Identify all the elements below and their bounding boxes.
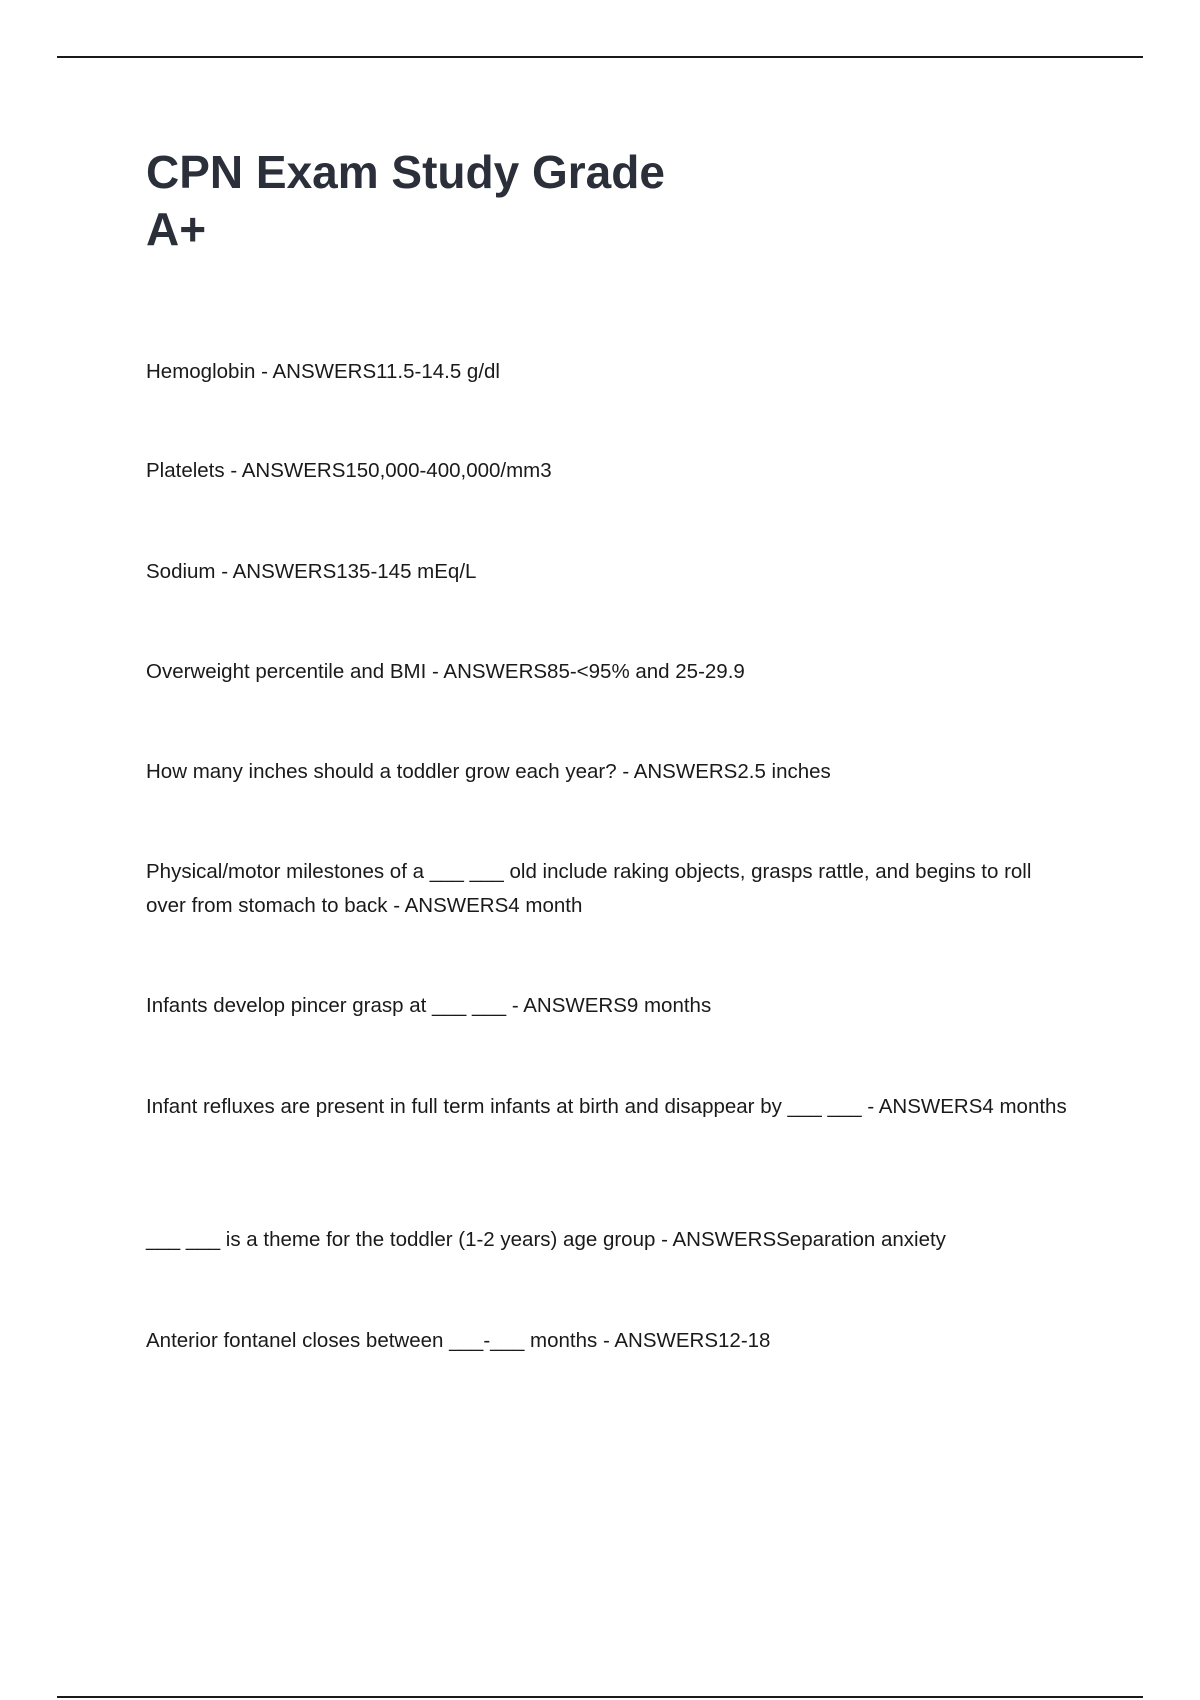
bottom-divider [57,1696,1143,1698]
qa-item-pincer-grasp: Infants develop pincer grasp at ___ ___ - ANSWERS9 months [146,994,712,1017]
document-title: CPN Exam Study Grade A+ [146,146,665,255]
qa-item-platelets: Platelets - ANSWERS150,000-400,000/mm3 [146,459,552,482]
qa-item-hemoglobin: Hemoglobin - ANSWERS11.5-14.5 g/dl [146,360,500,383]
qa-item-motor-milestones: Physical/motor milestones of a ___ ___ old include raking objects, grasps rattle, and begins to roll over from stomach to back - ANSWERS4 month [146,860,1032,917]
top-divider [57,56,1143,58]
qa-item-anterior-fontanel: Anterior fontanel closes between ___-___ months - ANSWERS12-18 [146,1329,771,1352]
qa-item-infant-reflexes: Infant refluxes are present in full term infants at birth and disappear by ___ ___ - ANSWERS4 months [146,1095,1067,1118]
qa-item-overweight-bmi: Overweight percentile and BMI - ANSWERS85-<95% and 25-29.9 [146,660,745,683]
qa-item-toddler-growth: How many inches should a toddler grow each year? - ANSWERS2.5 inches [146,760,831,783]
qa-item-toddler-theme: ___ ___ is a theme for the toddler (1-2 years) age group - ANSWERSSeparation anxiety [146,1228,946,1251]
qa-item-sodium: Sodium - ANSWERS135-145 mEq/L [146,560,477,583]
